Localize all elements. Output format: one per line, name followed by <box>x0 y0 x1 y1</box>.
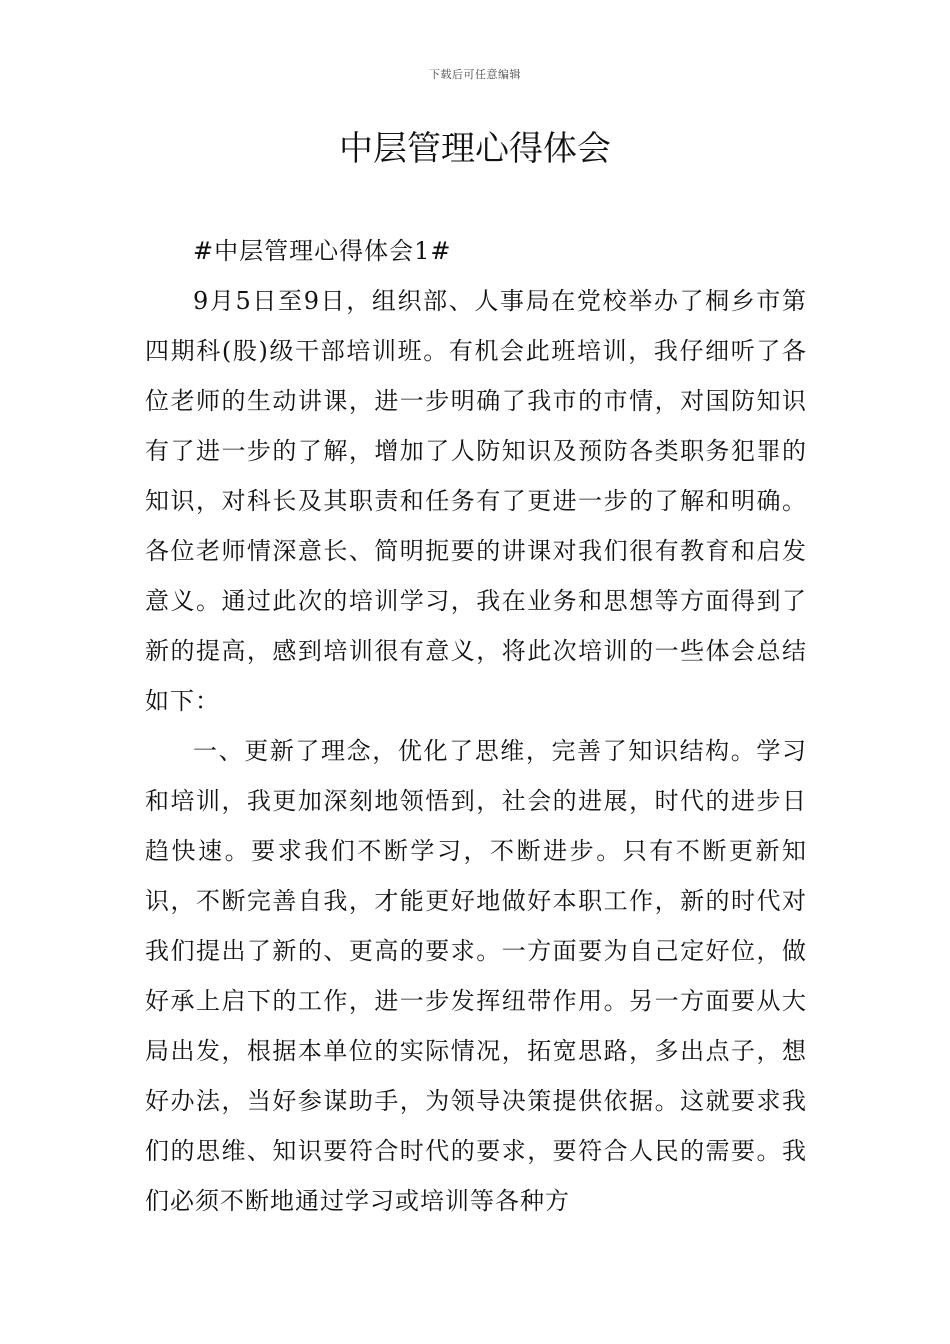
document-title: 中层管理心得体会 <box>339 129 611 169</box>
body-paragraph-2: 一、更新了理念，优化了思维，完善了知识结构。学习和培训，我更加深刻地领悟到，社会的进展，时代的进步日趋快速。要求我们不断学习，不断进步。只有不断更新知识，不断完善自我，才能更好地做好本职工作，新的时代对我们提出了新的、更高的要求。一方面要为自己定好位，做好承上启下的工作，进一步发挥纽带作用。另一方面要从大局出发，根据本单位的实际情况，拓宽思路，多出点子，想好办法，当好参谋助手，为领导决策提供依据。这就要求我们的思维、知识要符合时代的要求，要符合人民的需要。我们必须不断地通过学习或培训等各种方 <box>145 737 807 1215</box>
body-paragraph-1: 9月5日至9日，组织部、人事局在党校举办了桐乡市第四期科(股)级干部培训班。有机会此班培训，我仔细听了各位老师的生动讲课，进一步明确了我市的市情，对国防知识有了进一步的了解，增加了人防知识及预防各类职务犯罪的知识，对科长及其职责和任务有了更进一步的了解和明确。各位老师情深意长、简明扼要的讲课对我们很有教育和启发意义。通过此次的培训学习，我在业务和思想等方面得到了新的提高，感到培训很有意义，将此次培训的一些体会总结如下： <box>145 287 807 715</box>
header-note: 下载后可任意编辑 <box>429 68 521 81</box>
section-heading: #中层管理心得体会1# <box>193 237 452 265</box>
document-body <box>145 226 807 1226</box>
